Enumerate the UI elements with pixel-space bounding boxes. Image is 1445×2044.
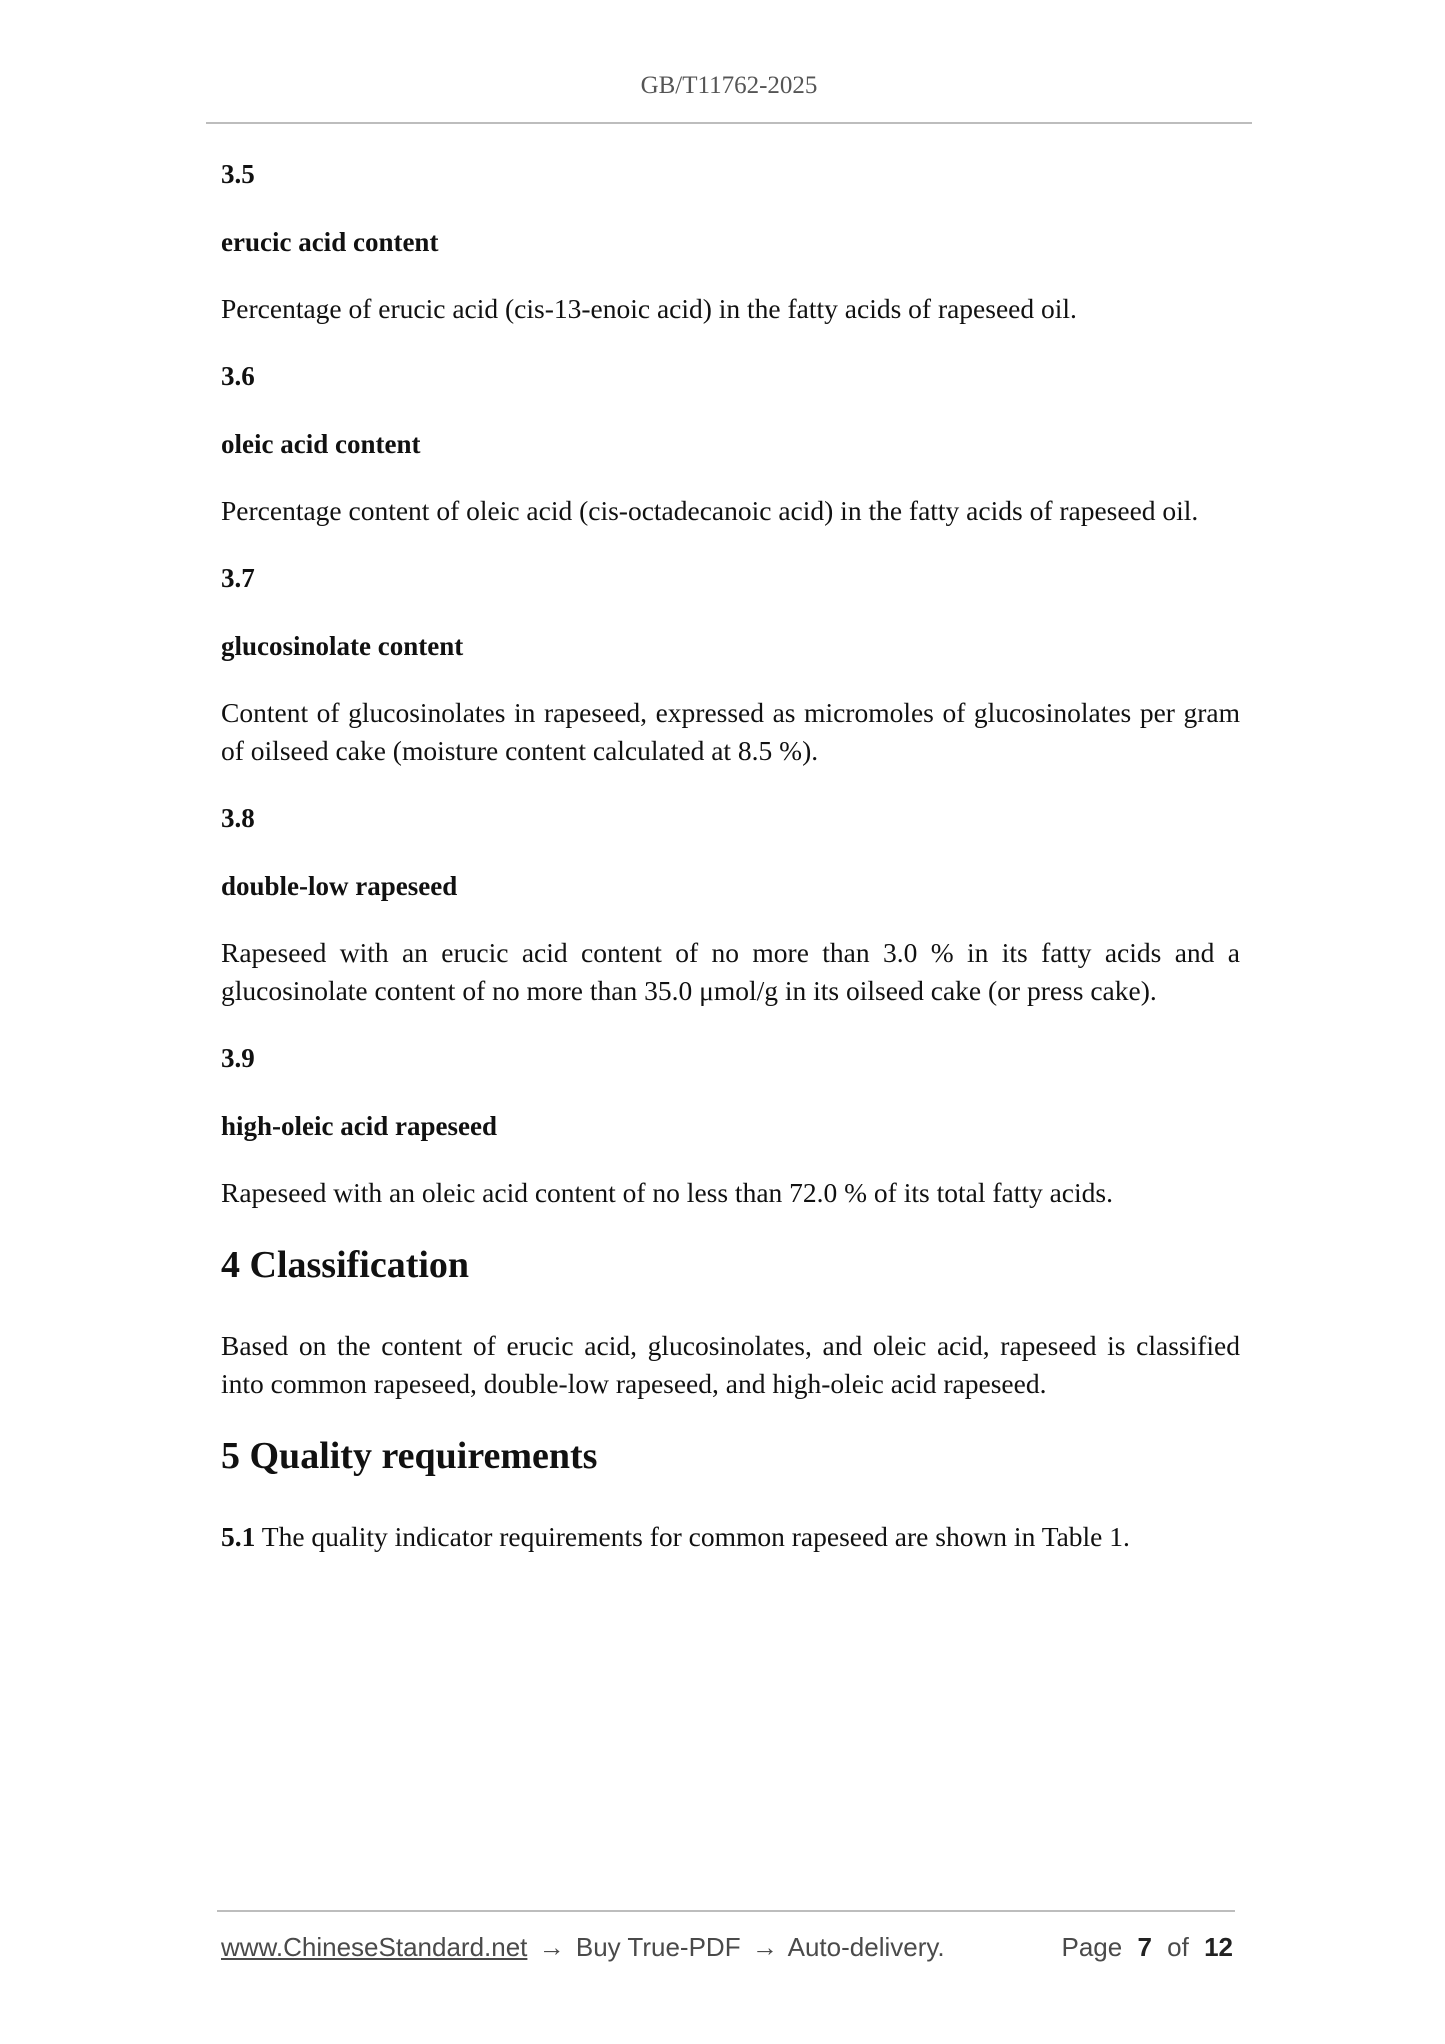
section-heading-quality-requirements: 5 Quality requirements [221, 1435, 598, 1477]
term-definition: Percentage of erucic acid (cis-13-enoic acid) in the fatty acids of rapeseed oil. [221, 293, 1077, 324]
term-number: 3.9 [221, 1043, 255, 1073]
term-definition: Rapeseed with an erucic acid content of no more than 3.0 % in its fatty acids and a glucosinolate content of no more than 35.0 μmol/g in its oilseed cake (or press cake). [221, 937, 1240, 1006]
footer-divider [217, 1910, 1235, 1912]
term-number: 3.7 [221, 563, 255, 593]
footer-promo [221, 1932, 945, 1963]
header-divider [206, 122, 1252, 124]
term-definition: Rapeseed with an oleic acid content of no less than 72.0 % of its total fatty acids. [221, 1177, 1113, 1208]
term-name: glucosinolate content [221, 631, 464, 661]
page-of-label: of [1167, 1932, 1189, 1962]
term-entry [221, 155, 1240, 328]
section-heading-classification: 4 Classification [221, 1244, 470, 1286]
term-entry [221, 357, 1240, 530]
website-link[interactable]: www.ChineseStandard.net [221, 1932, 528, 1962]
arrow-right-icon: → [538, 1932, 565, 1962]
term-number: 3.6 [221, 361, 255, 391]
document-header: GB/T11762-2025 [640, 72, 818, 99]
classification-text: Based on the content of erucic acid, glucosinolates, and oleic acid, rapeseed is classified into common rapeseed, double-low rapeseed, and high-oleic acid rapeseed. [221, 1330, 1240, 1399]
page-footer [221, 1932, 1233, 1963]
term-entry [221, 559, 1240, 770]
clause-text: The quality indicator requirements for common rapeseed are shown in Table 1. [261, 1521, 1130, 1552]
page-label: Page [1061, 1932, 1123, 1962]
term-number: 3.8 [221, 803, 255, 833]
term-number: 3.5 [221, 159, 255, 189]
page-indicator [1061, 1932, 1233, 1963]
current-page-number: 7 [1137, 1932, 1152, 1962]
term-name: oleic acid content [221, 429, 421, 459]
term-definition: Percentage content of oleic acid (cis-octadecanoic acid) in the fatty acids of rapeseed oil. [221, 495, 1199, 526]
clause-5-1 [221, 1518, 1240, 1556]
term-definition: Content of glucosinolates in rapeseed, expressed as micromoles of glucosinolates per gram of oilseed cake (moisture content calculated at 8.5 %). [221, 697, 1240, 766]
term-entry [221, 1039, 1240, 1212]
clause-number: 5.1 [221, 1521, 256, 1552]
arrow-right-icon: → [751, 1932, 778, 1962]
total-pages-number: 12 [1204, 1932, 1233, 1962]
auto-delivery-text: Auto-delivery. [787, 1932, 945, 1962]
buy-true-pdf-text: Buy True-PDF [575, 1932, 741, 1962]
page-content [221, 155, 1240, 1585]
term-entry [221, 799, 1240, 1010]
term-name: erucic acid content [221, 227, 439, 257]
term-name: double-low rapeseed [221, 871, 458, 901]
term-name: high-oleic acid rapeseed [221, 1111, 497, 1141]
